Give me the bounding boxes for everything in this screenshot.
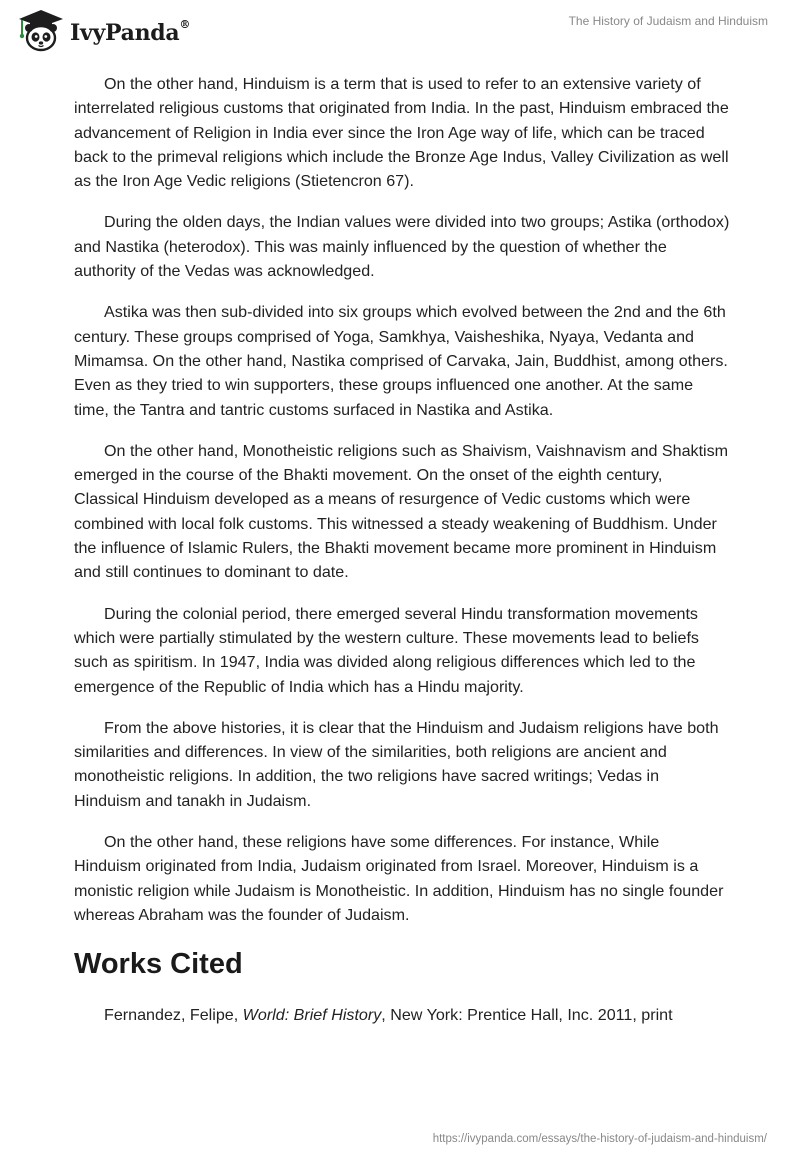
works-cited-heading: Works Cited xyxy=(74,948,243,981)
paragraph: On the other hand, Monotheistic religions such as Shaivism, Vaishnavism and Shaktism emerged in the course of the Bhakti movement. On the onset of the eighth century, Classical Hinduism developed as a means of resurgence of Vedic customs which were combined with local folk customs. This witnessed a steady weakening of Buddhism. Under the influence of Islamic Rulers, the Bhakti movement became more prominent in Hinduism and still continues to dominant to date. xyxy=(74,441,729,582)
essay-body xyxy=(74,72,730,1028)
footer-url[interactable]: https://ivypanda.com/essays/the-history-of-judaism-and-hinduism/ xyxy=(432,1133,767,1145)
citation-publisher: , New York: Prentice Hall, Inc. 2011, print xyxy=(381,1006,673,1025)
paragraph: During the olden days, the Indian values were divided into two groups; Astika (orthodox) and Nastika (heterodox). This was mainly influenced by the question of whether the authority of the Vedas was acknowledged. xyxy=(74,213,730,281)
paragraph: Astika was then sub-divided into six groups which evolved between the 2nd and the 6th century. These groups comprised of Yoga, Samkhya, Vaisheshika, Nyaya, Vedanta and Mimamsa. On the other hand, Nastika comprised of Carvaka, Jain, Buddhist, among others. Even as they tried to win supporters, these groups influenced one another. At the same time, the Tantra and tantric customs surfaced in Nastika and Astika. xyxy=(74,303,728,419)
paragraph: From the above histories, it is clear that the Hinduism and Judaism religions have both similarities and differences. In view of the similarities, both religions are ancient and monotheistic religions. In addition, the two religions have sacred writings; Vedas in Hinduism and tanakh in Judaism. xyxy=(74,718,719,810)
brand-name: IvyPanda® xyxy=(70,18,191,46)
paragraph: On the other hand, these religions have some differences. For instance, While Hinduism originated from India, Judaism originated from Israel. Moreover, Hinduism is a monistic religion while Judaism is Monotheistic. In addition, Hinduism has no single founder whereas Abraham was the founder of Judaism. xyxy=(74,833,724,924)
paragraph: During the colonial period, there emerged several Hindu transformation movements which were partially stimulated by the western culture. These movements lead to beliefs such as spiritism. In 1947, India was divided along religious differences which led to the emergence of the Republic of India which has a Hindu majority. xyxy=(74,604,699,696)
citation-title: World: Brief History xyxy=(242,1006,382,1025)
citation-entry xyxy=(74,1003,730,1027)
page-header xyxy=(0,0,800,60)
panda-graduate-icon xyxy=(16,8,66,54)
document-title: The History of Judaism and Hinduism xyxy=(568,14,768,28)
ivypanda-logo[interactable] xyxy=(16,8,190,54)
registered-mark: ® xyxy=(179,18,191,31)
citation-author: Fernandez, Felipe, xyxy=(104,1006,243,1025)
paragraph: On the other hand, Hinduism is a term that is used to refer to an extensive variety of interrelated religious customs that originated from India. In the past, Hinduism embraced the advancement of Religion in India ever since the Iron Age way of life, which can be traced back to the primeval religions which include the Bronze Age Indus, Valley Civilization as well as the Iron Age Vedic religions (Stietencron 67). xyxy=(74,75,729,191)
